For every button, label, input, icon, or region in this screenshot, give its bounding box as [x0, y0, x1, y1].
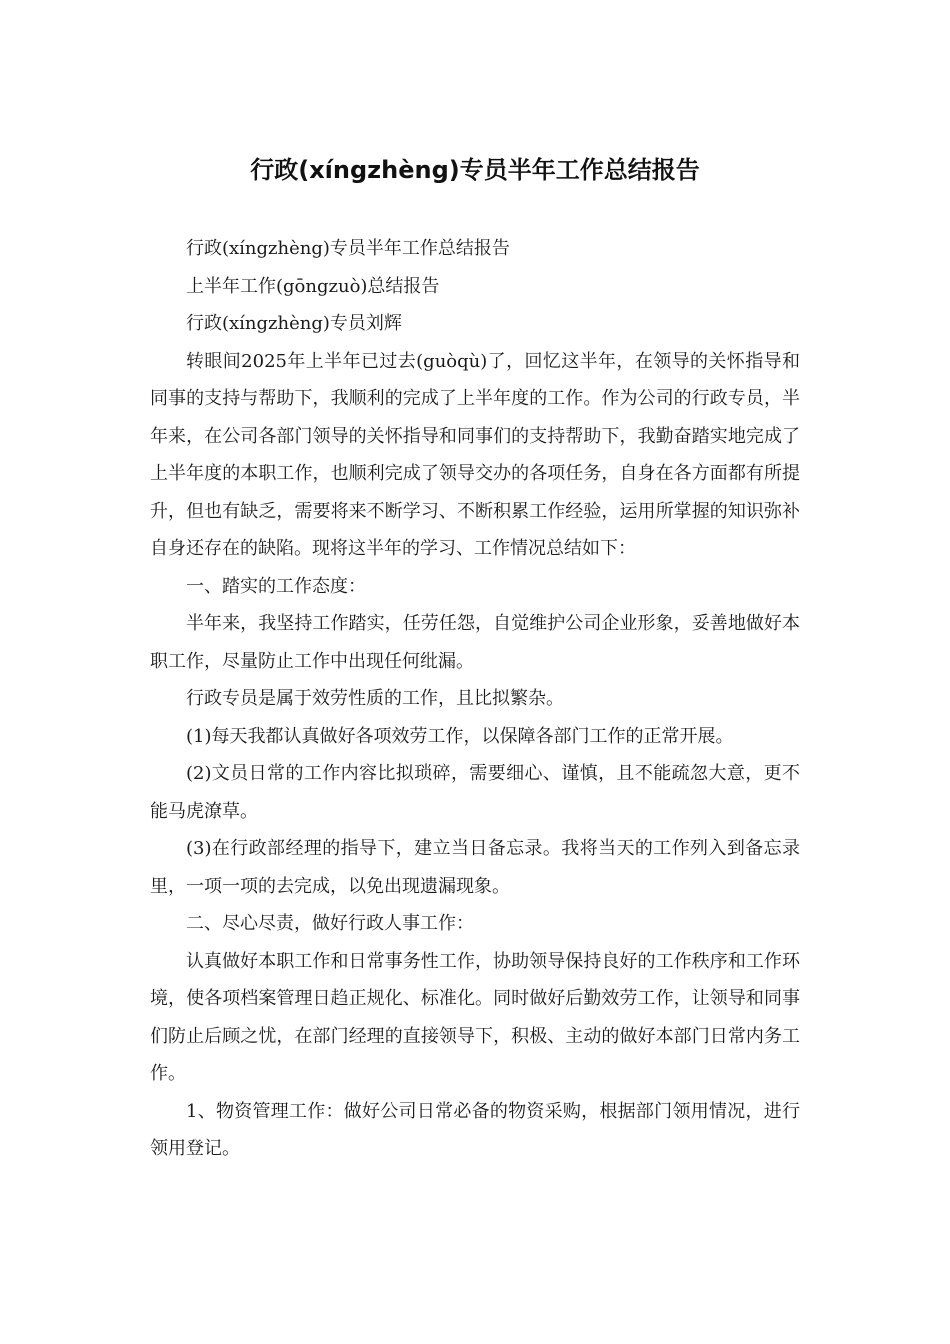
- section-heading-1: 一、踏实的工作态度：: [186, 575, 366, 597]
- list-item: (2)文员日常的工作内容比拟琐碎，需要细心、谨慎，且不能疏忽大意，更不能马虎潦草。: [150, 763, 800, 822]
- paragraph-report-heading: 上半年工作(gōngzuò)总结报告: [186, 275, 440, 297]
- paragraph-intro: 转眼间2025年上半年已过去(guòqù)了，回忆这半年，在领导的关怀指导和同事的支持与帮助下，我顺利的完成了上半年度的工作。作为公司的行政专员，半年来，在公司各部门领导的关怀指导和同事们的支持帮助下，我勤奋踏实地完成了上半年度的本职工作，也顺利完成了领导交办的各项任务，自身在各方面都有所提升，但也有缺乏，需要将来不断学习、不断积累工作经验，运用所掌握的知识弥补自身还存在的缺陷。现将这半年的学习、工作情况总结如下：: [150, 350, 800, 559]
- list-item: 1、物资管理工作：做好公司日常必备的物资采购，根据部门领用情况，进行领用登记。: [150, 1100, 800, 1159]
- list-item: (1)每天我都认真做好各项效劳工作，以保障各部门工作的正常开展。: [186, 725, 734, 747]
- document-body: [150, 230, 800, 1168]
- list-item: (3)在行政部经理的指导下，建立当日备忘录。我将当天的工作列入到备忘录里，一项一项的去完成，以免出现遗漏现象。: [150, 838, 800, 897]
- section-heading-2: 二、尽心尽责，做好行政人事工作：: [186, 913, 474, 934]
- paragraph: 认真做好本职工作和日常事务性工作，协助领导保持良好的工作秩序和工作环境，使各项档案管理日趋正规化、标准化。同时做好后勤效劳工作，让领导和同事们防止后顾之忧，在部门经理的直接领导下，积极、主动的做好本部门日常内务工作。: [150, 950, 800, 1084]
- paragraph: 半年来，我坚持工作踏实，任劳任怨，自觉维护公司企业形象，妥善地做好本职工作，尽量防止工作中出现任何纰漏。: [150, 613, 800, 672]
- document-title: 行政(xíngzhèng)专员半年工作总结报告: [250, 156, 700, 184]
- paragraph-author: 行政(xíngzhèng)专员刘辉: [186, 313, 402, 334]
- paragraph: 行政专员是属于效劳性质的工作，且比拟繁杂。: [186, 688, 564, 709]
- paragraph-subtitle: 行政(xíngzhèng)专员半年工作总结报告: [186, 238, 510, 259]
